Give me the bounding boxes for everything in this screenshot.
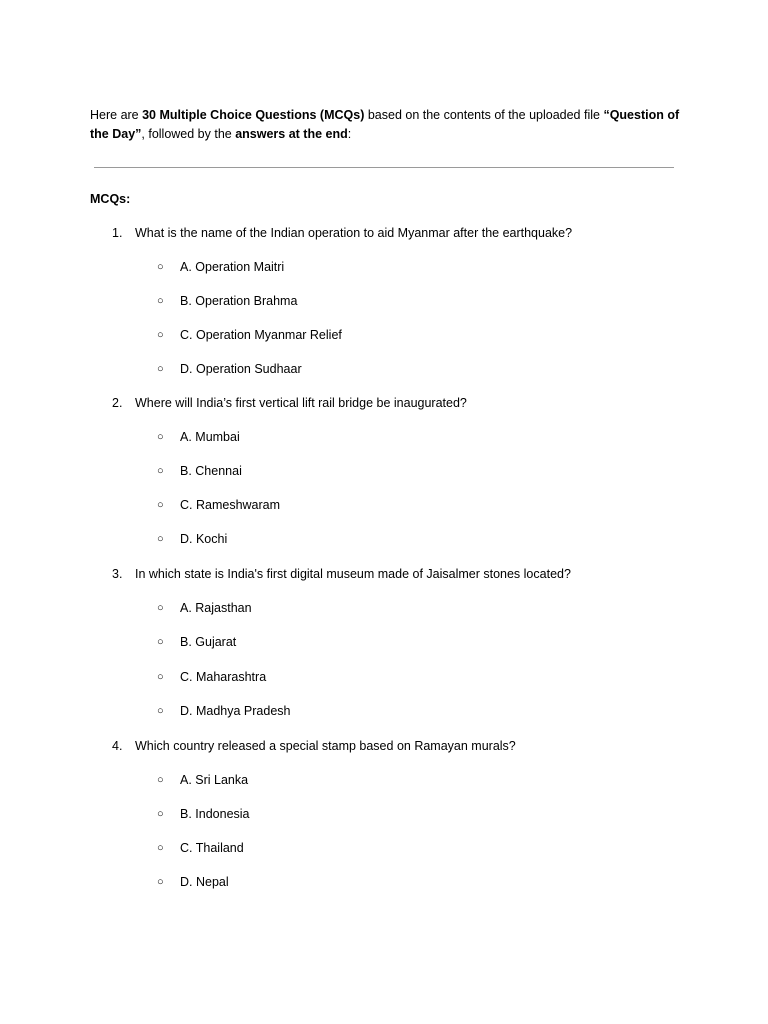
circle-bullet-icon: ○ — [157, 671, 164, 683]
circle-bullet-icon: ○ — [157, 363, 164, 375]
option-text: D. Nepal — [180, 875, 229, 889]
answer-option — [0, 670, 768, 688]
option-text: A. Sri Lanka — [180, 773, 249, 787]
circle-bullet-icon: ○ — [157, 602, 164, 614]
option-text: A. Operation Maitri — [180, 260, 285, 274]
option-text: A. Mumbai — [180, 430, 240, 444]
question-number: 3. — [112, 567, 123, 581]
answer-option — [0, 260, 768, 278]
circle-bullet-icon: ○ — [157, 533, 164, 545]
option-text: B. Gujarat — [180, 635, 237, 649]
option-text: C. Thailand — [180, 841, 244, 855]
intro-paragraph — [90, 106, 680, 144]
answer-option — [0, 704, 768, 722]
answer-option — [0, 635, 768, 653]
option-text: B. Operation Brahma — [180, 294, 298, 308]
answer-option — [0, 294, 768, 312]
option-text: B. Indonesia — [180, 807, 250, 821]
option-text: B. Chennai — [180, 464, 242, 478]
question-item — [0, 567, 768, 585]
option-text: D. Kochi — [180, 532, 228, 546]
option-text: C. Maharashtra — [180, 670, 267, 684]
option-text: D. Operation Sudhaar — [180, 362, 302, 376]
circle-bullet-icon: ○ — [157, 842, 164, 854]
circle-bullet-icon: ○ — [157, 876, 164, 888]
option-text: C. Rameshwaram — [180, 498, 281, 512]
question-item — [0, 396, 768, 414]
answer-option — [0, 601, 768, 619]
circle-bullet-icon: ○ — [157, 431, 164, 443]
option-text: D. Madhya Pradesh — [180, 704, 291, 718]
question-number: 1. — [112, 226, 123, 240]
question-text: In which state is India's first digital museum made of Jaisalmer stones located? — [135, 567, 571, 581]
answer-option — [0, 807, 768, 825]
answer-option — [0, 841, 768, 859]
section-heading: MCQs: — [90, 192, 131, 206]
question-text: What is the name of the Indian operation to aid Myanmar after the earthquake? — [135, 226, 573, 240]
circle-bullet-icon: ○ — [157, 499, 164, 511]
answer-option — [0, 532, 768, 550]
intro-bold-filename: “Question of the Day” — [90, 108, 680, 141]
intro-text-1: Here are — [90, 108, 143, 122]
question-number: 2. — [112, 396, 123, 410]
intro-bold-count: 30 Multiple Choice Questions (MCQs) — [142, 108, 365, 122]
intro-text-4: : — [347, 127, 352, 141]
answer-option — [0, 430, 768, 448]
question-text: Which country released a special stamp based on Ramayan murals? — [135, 739, 516, 753]
circle-bullet-icon: ○ — [157, 705, 164, 717]
circle-bullet-icon: ○ — [157, 295, 164, 307]
option-text: A. Rajasthan — [180, 601, 252, 615]
circle-bullet-icon: ○ — [157, 329, 164, 341]
answer-option — [0, 498, 768, 516]
question-text: Where will India’s first vertical lift rail bridge be inaugurated? — [135, 396, 467, 410]
question-item — [0, 226, 768, 244]
horizontal-divider — [94, 167, 674, 168]
question-item — [0, 739, 768, 757]
circle-bullet-icon: ○ — [157, 808, 164, 820]
circle-bullet-icon: ○ — [157, 261, 164, 273]
answer-option — [0, 328, 768, 346]
answer-option — [0, 875, 768, 893]
intro-bold-answers: answers at the end — [235, 127, 348, 141]
answer-option — [0, 773, 768, 791]
option-text: C. Operation Myanmar Relief — [180, 328, 342, 342]
circle-bullet-icon: ○ — [157, 465, 164, 477]
circle-bullet-icon: ○ — [157, 636, 164, 648]
answer-option — [0, 362, 768, 380]
answer-option — [0, 464, 768, 482]
question-number: 4. — [112, 739, 123, 753]
intro-text-3: , followed by the — [141, 127, 236, 141]
circle-bullet-icon: ○ — [157, 774, 164, 786]
intro-text-2: based on the contents of the uploaded file — [364, 108, 604, 122]
